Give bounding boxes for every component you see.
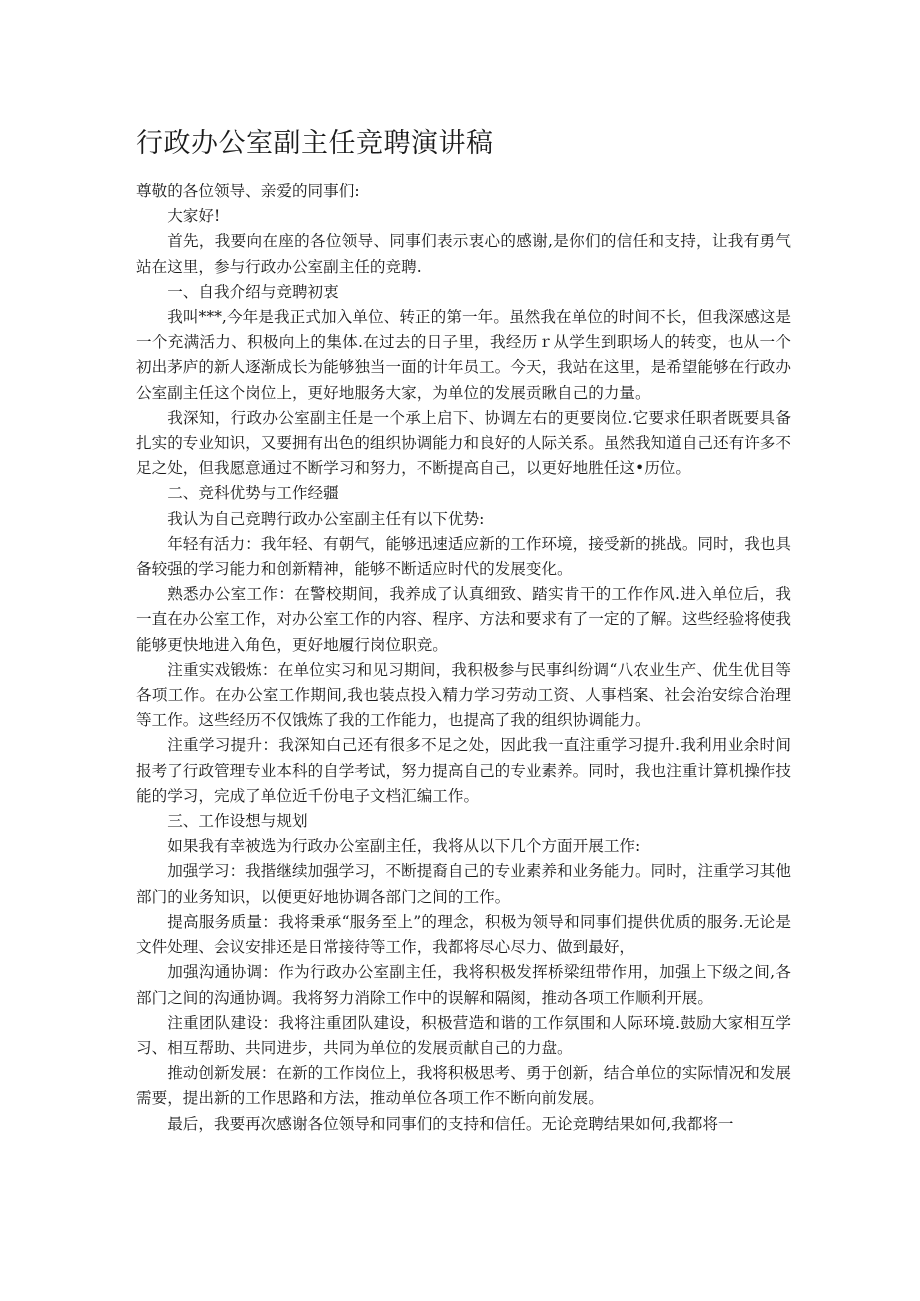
paragraph-thanks: 首先，我要向在座的各位领导、同事们表示衷心的感谢,是你们的信任和支持，让我有勇气站在这里，参与行政办公室副主任的竞聘. [136, 232, 791, 276]
paragraph-understanding: 我深知，行政办公室副主任是一个承上启下、协调左右的更要岗位.它要求任职者既要具备扎实的专业知识，又要拥有出色的组织协调能力和良好的人际关系。虽然我知道自己还有许多不足之处，但我愿意通过不断学习和努力，不断提高自己，以更好地胜任这•历位。 [136, 408, 791, 478]
document-body [136, 179, 791, 1137]
section-heading-2: 二、竞科优势与工作经疆 [167, 484, 339, 503]
paragraph-plan-innovation: 推动创新发展：在新的工作岗位上，我将积极思考、勇于创新，结合单位的实际情况和发展需要，提出新的工作思路和方法，推动单位各项工作不断向前发展。 [136, 1064, 791, 1108]
salutation: 尊敬的各位领导、亲爱的同事们: [136, 182, 360, 200]
section-heading-1: 一、自我介绍与竞聘初衷 [167, 282, 339, 301]
paragraph-advantage-learning: 注重学习提升：我深知白己还有很多不足之处，因此我一直注重学习提升.我利用业余时间报考了行政管理专业本科的自学考试，努力提高自己的专业素养。同时，我也注重计算机操作技能的学习，完成了单位近千份电子文档汇编工作。 [136, 736, 791, 805]
paragraph-closing: 最后，我要再次感谢各位领导和同事们的支持和信任。无论竞聘结果如何,我都将一 [167, 1114, 734, 1133]
paragraph-plan-service: 提高服务质量：我将秉承“服务至上”的理念，积极为领导和同事们提供优质的服务.无论是文件处理、会议安排还是日常接待等工作，我都将尽心尽力、做到最好， [136, 912, 791, 957]
document-title: 行政办公室副主任竞聘演讲稿 [136, 128, 494, 159]
paragraph-plan-intro: 如果我有幸被选为行政办公室副主任，我将从以下几个方面开展工作: [167, 837, 641, 856]
section-heading-3: 三、工作设想与规划 [167, 812, 308, 831]
paragraph-plan-communication: 加强沟通协调：作为行政办公室副主任，我将积极发挥桥梁纽带作用，加强上下级之间,各部门之间的沟通协调。我将努力消除工作中的误解和隔阂，推动各项工作顺利开展。 [136, 963, 791, 1007]
paragraph-advantage-practice: 注重实戏锻炼：在单位实习和见习期间，我积极参与民事纠纷调“八农业生产、优生优目等各项工作。在办公室工作期间,我也装点投入精力学习劳动工资、人事档案、社会治安综合治理等工作。这些经历不仅饿炼了我的工作能力，也提高了我的组织协调能力。 [136, 660, 791, 730]
paragraph-plan-study: 加强学习：我揩继续加强学习，不断提裔自己的专业素养和业务能力。同时，注重学习其他部门的业务知识，以便更好地协调各部门之间的工作。 [136, 862, 791, 906]
paragraph-introduction: 我叫***,今年是我正式加入单位、转正的第一年。虽然我在单位的时间不长，但我深感这是一个充满活力、积极向上的集体.在过去的日子里，我经历ｒ从学生到职场人的转变，也从一个初出茅庐的新人逐渐成长为能够独当一面的计年员工。今天，我站在这里，是希望能够在行政办公室副主任这个岗位上，更好地服务大家，为单位的发展贡瞅自己的力量。 [136, 308, 791, 402]
paragraph-advantage-youth: 年轻有活力：我年轻、有朝气，能够迅速适应新的工作环境，接受新的挑战。同时，我也具备较强的学习能力和创新精神，能够不断适应时代的发展变化。 [136, 534, 791, 579]
paragraph-advantages-intro: 我认为自己竞聘行政办公室副主任有以下优势: [167, 509, 485, 528]
paragraph-plan-team: 注重团队建设：我将注重团队建设，积极营造和谐的工作氛围和人际环境.鼓励大家相互学习、相互帮助、共同进步，共同为单位的发展贡献自己的力盘。 [136, 1013, 791, 1057]
paragraph-advantage-office: 熟悉办公室工作：在警校期间，我养成了认真细致、踏实肯干的工作作风.进入单位后，我一直在办公室工作，对办公室工作的内容、程序、方法和要求有了一定的了解。这些经验将使我能够更快地进入角色，更好地履行岗位职竞。 [136, 585, 791, 654]
paragraph-greeting: 大家好! [167, 207, 221, 226]
